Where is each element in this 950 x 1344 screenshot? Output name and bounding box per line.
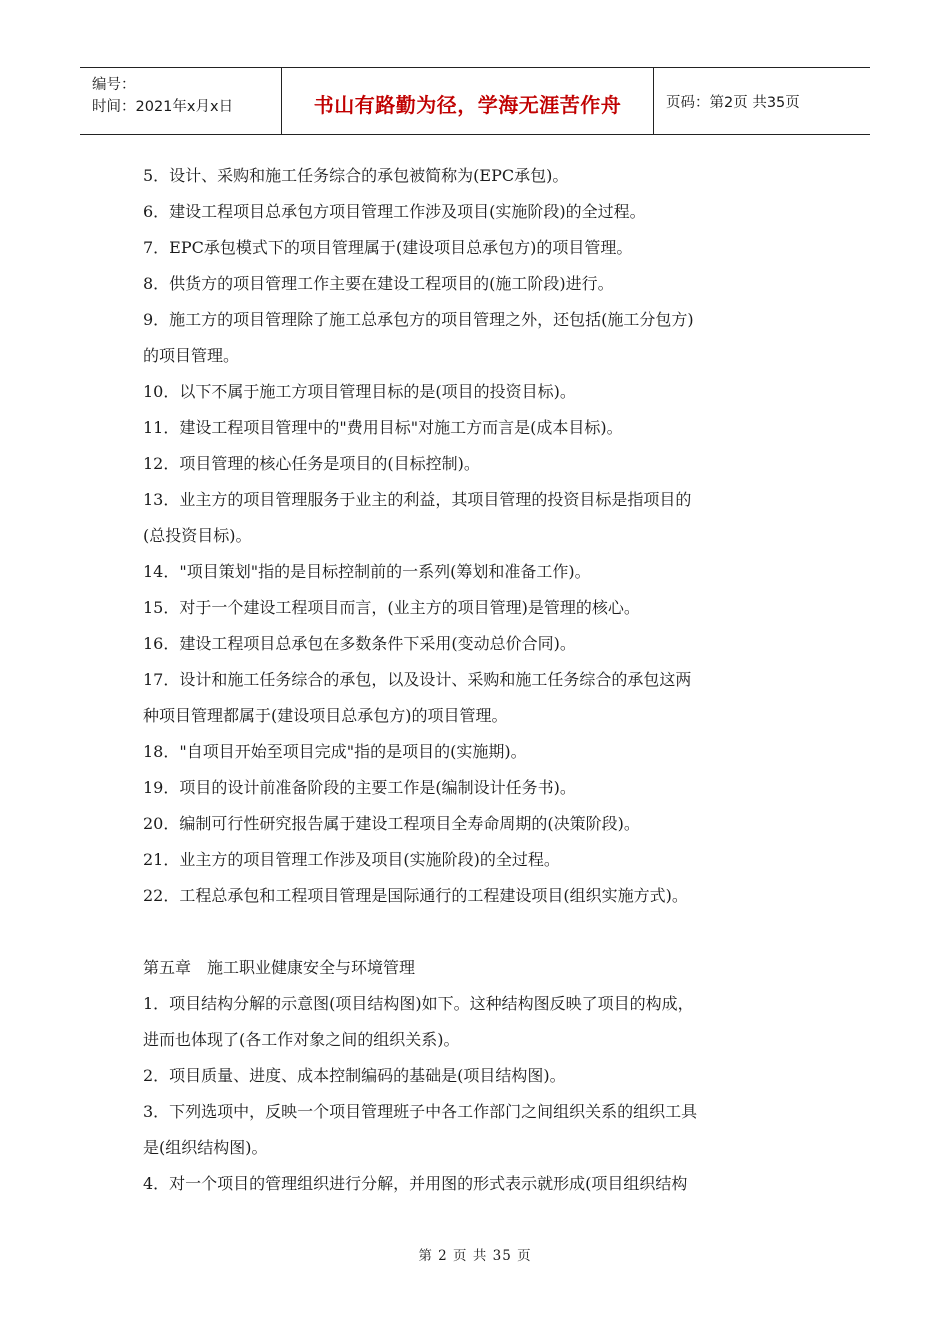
document-date: 时间：2021年x月x日 [92, 99, 234, 115]
page-header [80, 67, 870, 135]
text-line: 15．对于一个建设工程项目而言，(业主方的项目管理)是管理的核心。 [143, 598, 640, 617]
text-line: 22．工程总承包和工程项目管理是国际通行的工程建设项目(组织实施方式)。 [143, 886, 688, 905]
text-line: 7．EPC承包模式下的项目管理属于(建设项目总承包方)的项目管理。 [143, 238, 633, 257]
text-line: 1．项目结构分解的示意图(项目结构图)如下。这种结构图反映了项目的构成， [143, 994, 694, 1013]
text-line: 3．下列选项中，反映一个项目管理班子中各工作部门之间组织关系的组织工具 [143, 1102, 698, 1121]
text-line: 2．项目质量、进度、成本控制编码的基础是(项目结构图)。 [143, 1066, 566, 1085]
text-line: 13．业主方的项目管理服务于业主的利益，其项目管理的投资目标是指项目的 [143, 490, 692, 509]
text-line: 5．设计、采购和施工任务综合的承包被简称为(EPC承包)。 [143, 166, 569, 185]
text-line: 10．以下不属于施工方项目管理目标的是(项目的投资目标)。 [143, 382, 576, 401]
text-line: (总投资目标)。 [143, 526, 252, 545]
text-line: 是(组织结构图)。 [143, 1138, 268, 1157]
text-line: 6．建设工程项目总承包方项目管理工作涉及项目(实施阶段)的全过程。 [143, 202, 646, 221]
text-line: 12．项目管理的核心任务是项目的(目标控制)。 [143, 454, 480, 473]
document-body [143, 158, 823, 1202]
header-meta [80, 68, 282, 134]
text-line: 11．建设工程项目管理中的"费用目标"对施工方而言是(成本目标)。 [143, 418, 623, 437]
chapter-title: 第五章 施工职业健康安全与环境管理 [143, 958, 416, 977]
text-line: 19．项目的设计前准备阶段的主要工作是(编制设计任务书)。 [143, 778, 576, 797]
text-line: 17．设计和施工任务综合的承包，以及设计、采购和施工任务综合的承包这两 [143, 670, 692, 689]
text-line: 16．建设工程项目总承包在多数条件下采用(变动总价合同)。 [143, 634, 576, 653]
text-line: 8．供货方的项目管理工作主要在建设工程项目的(施工阶段)进行。 [143, 274, 614, 293]
paragraph-gap [143, 914, 823, 950]
text-line: 21．业主方的项目管理工作涉及项目(实施阶段)的全过程。 [143, 850, 560, 869]
text-line: 种项目管理都属于(建设项目总承包方)的项目管理。 [143, 706, 508, 725]
text-line: 14．"项目策划"指的是目标控制前的一系列(筹划和准备工作)。 [143, 562, 591, 581]
text-line: 18．"自项目开始至项目完成"指的是项目的(实施期)。 [143, 742, 527, 761]
page-footer: 第 2 页 共 35 页 [418, 1248, 532, 1264]
text-line: 9．施工方的项目管理除了施工总承包方的项目管理之外，还包括(施工分包方) [143, 310, 694, 329]
header-page-number: 页码：第2页 共35页 [666, 94, 800, 111]
text-line: 的项目管理。 [143, 346, 240, 365]
text-line: 4．对一个项目的管理组织进行分解，并用图的形式表示就形成(项目组织结构 [143, 1174, 688, 1193]
text-line: 进而也体现了(各工作对象之间的组织关系)。 [143, 1030, 460, 1049]
document-number: 编号： [92, 77, 136, 93]
header-motto: 书山有路勤为径，学海无涯苦作舟 [282, 68, 654, 134]
text-line: 20．编制可行性研究报告属于建设工程项目全寿命周期的(决策阶段)。 [143, 814, 640, 833]
